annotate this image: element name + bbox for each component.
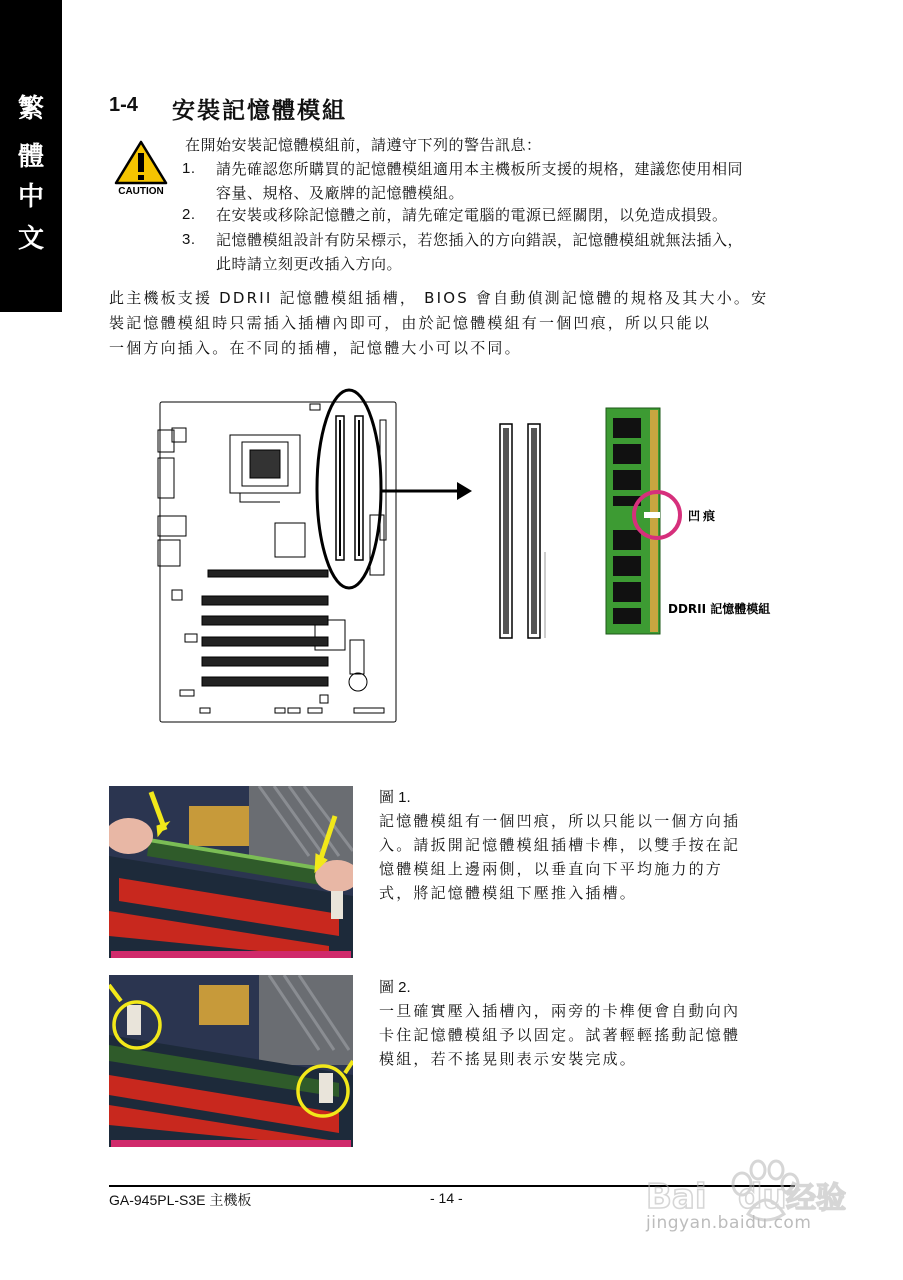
warning-number: 2.	[182, 206, 196, 223]
section-title: 安裝記憶體模組	[172, 98, 347, 124]
install-photo-1	[109, 786, 353, 958]
warning-number: 1.	[182, 160, 196, 177]
warning-line: 此時請立刻更改插入方向。	[216, 255, 403, 273]
intro-paragraph	[109, 286, 795, 361]
caution-icon	[111, 139, 171, 197]
watermark-url: jingyan.baidu.com	[646, 1213, 812, 1233]
paragraph-line: 一旦確實壓入插槽內，兩旁的卡榫便會自動向內	[379, 1002, 741, 1020]
paragraph-line: 式，將記憶體模組下壓推入插槽。	[379, 884, 638, 902]
watermark-brand-b: du	[738, 1177, 787, 1217]
side-tab-char: 體	[17, 142, 44, 172]
warning-line: 在安裝或移除記憶體之前，請先確定電腦的電源已經關閉，以免造成損毀。	[216, 206, 728, 224]
figure-1-text	[379, 809, 793, 905]
section-number: 1-4	[109, 94, 138, 116]
enlarged-dimm-slots	[500, 424, 545, 638]
install-photo-2	[109, 975, 353, 1147]
language-side-tab	[0, 0, 62, 312]
warning-item	[182, 157, 802, 205]
warning-number: 3.	[182, 231, 196, 248]
caution-icon-label: CAUTION	[118, 186, 164, 197]
module-label: DDRII 記憶體模組	[668, 602, 771, 616]
board-dimm-slots	[336, 416, 363, 560]
paragraph-line: 卡住記憶體模組予以固定。試著輕輕搖動記憶體	[379, 1026, 741, 1044]
side-tab-char: 中	[17, 182, 44, 212]
figure-2-label: 圖 2.	[379, 979, 411, 996]
arrow-head-icon	[457, 482, 472, 500]
side-tab-char: 文	[17, 224, 44, 254]
warning-item	[182, 228, 802, 276]
warning-line: 記憶體模組設計有防呆標示，若您插入的方向錯誤，記憶體模組就無法插入，	[216, 231, 744, 249]
figure-1-label: 圖 1.	[379, 789, 411, 806]
paragraph-line: 入。請扳開記憶體模組插槽卡榫，以雙手按在記	[379, 836, 741, 854]
paragraph-line: 記憶體模組有一個凹痕，所以只能以一個方向插	[379, 812, 741, 830]
watermark-brand-cn: 经验	[786, 1181, 846, 1216]
paragraph-line: 憶體模組上邊兩側，以垂直向下平均施力的方	[379, 860, 724, 878]
memory-slot-diagram	[150, 380, 800, 730]
figure-2-text	[379, 999, 793, 1071]
side-tab-char: 繁	[17, 94, 44, 124]
slot-highlight-ellipse	[317, 390, 381, 588]
warning-line: 容量、規格、及廠牌的記憶體模組。	[216, 184, 465, 202]
paragraph-line: 此主機板支援 DDRII 記憶體模組插槽， BIOS 會自動偵測記憶體的規格及其大小。安	[109, 289, 769, 307]
warning-item	[182, 203, 802, 227]
paragraph-line: 裝記憶體模組時只需插入插槽內即可，由於記憶體模組有一個凹痕，所以只能以	[109, 314, 712, 332]
paragraph-line: 模組，若不搖晃則表示安裝完成。	[379, 1050, 638, 1068]
watermark-brand-a: Bai	[646, 1177, 707, 1217]
expansion-slots	[202, 570, 328, 686]
warning-line: 請先確認您所購買的記憶體模組適用本主機板所支援的規格，建議您使用相同	[216, 160, 744, 178]
caution-intro: 在開始安裝記憶體模組前，請遵守下列的警告訊息：	[185, 136, 542, 154]
paragraph-line: 一個方向插入。在不同的插槽，記憶體大小可以不同。	[109, 339, 522, 357]
notch-label: 凹痕	[688, 509, 719, 523]
page-number: - 14 -	[430, 1190, 463, 1206]
footer-model: GA-945PL-S3E 主機板	[109, 1192, 252, 1208]
